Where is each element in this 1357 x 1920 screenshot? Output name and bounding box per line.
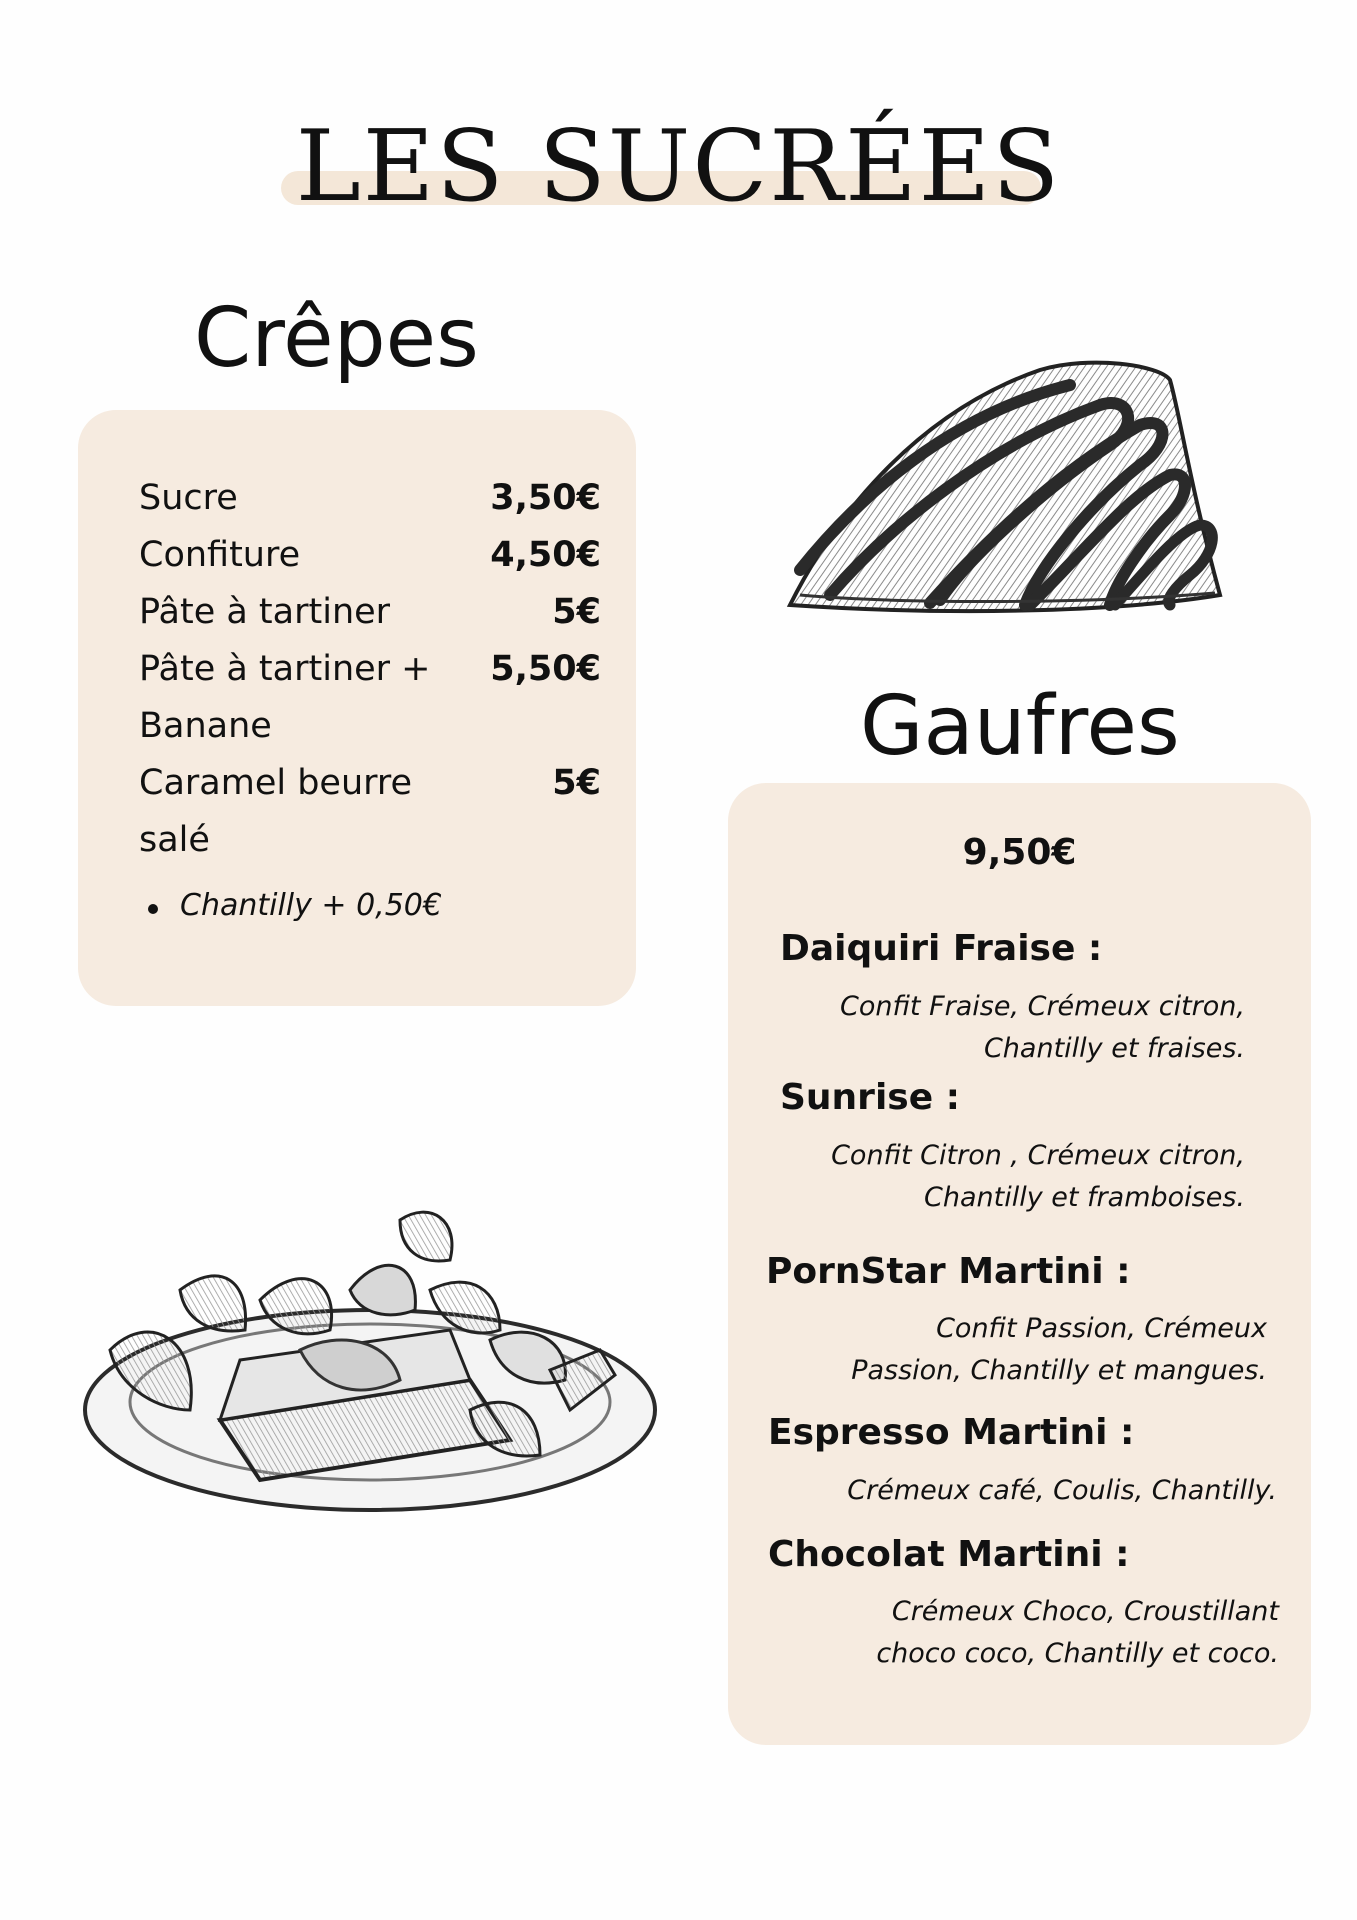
menu-item-price: 5€ bbox=[552, 763, 601, 803]
crepes-heading: Crêpes bbox=[194, 291, 479, 386]
waffle-item-name: Espresso Martini : bbox=[768, 1412, 1135, 1453]
menu-item-name: Pâte à tartiner bbox=[139, 592, 391, 632]
menu-item-name: Caramel beurre salé bbox=[139, 763, 413, 860]
crepes-extra: Chantilly + 0,50€ bbox=[180, 888, 442, 923]
waffle-item-desc: Crémeux café, Coulis, Chantilly. bbox=[847, 1475, 1277, 1506]
menu-item bbox=[139, 641, 601, 755]
menu-item bbox=[139, 470, 601, 527]
waffle-item-desc: Chantilly et framboises. bbox=[924, 1182, 1245, 1213]
menu-item bbox=[139, 584, 601, 641]
waffle-item-desc: Chantilly et fraises. bbox=[983, 1033, 1245, 1064]
crepe-illustration bbox=[770, 355, 1230, 630]
waffle-item-name: Chocolat Martini : bbox=[768, 1534, 1130, 1575]
waffle-item-desc: Crémeux Choco, Croustillant bbox=[891, 1596, 1279, 1627]
menu-item bbox=[139, 527, 601, 584]
gaufres-price: 9,50€ bbox=[962, 832, 1077, 873]
menu-item-name: Confiture bbox=[139, 535, 301, 575]
menu-item-price: 5€ bbox=[552, 592, 601, 632]
waffle-item-desc: Confit Passion, Crémeux bbox=[936, 1313, 1267, 1344]
gaufres-heading: Gaufres bbox=[860, 679, 1180, 774]
waffle-item-desc: Confit Citron , Crémeux citron, bbox=[831, 1140, 1245, 1171]
menu-item-price: 3,50€ bbox=[490, 478, 601, 518]
menu-item-name: Pâte à tartiner + Banane bbox=[139, 649, 431, 746]
waffle-item-name: Daiquiri Fraise : bbox=[780, 928, 1103, 969]
waffle-item-desc: choco coco, Chantilly et coco. bbox=[876, 1638, 1279, 1669]
waffle-item-name: PornStar Martini : bbox=[766, 1251, 1131, 1292]
waffle-item-name: Sunrise : bbox=[780, 1077, 961, 1118]
waffle-item-desc: Confit Fraise, Crémeux citron, bbox=[839, 991, 1245, 1022]
menu-item bbox=[139, 755, 601, 869]
waffle-item-desc: Passion, Chantilly et mangues. bbox=[851, 1355, 1267, 1386]
menu-item-price: 5,50€ bbox=[490, 649, 601, 689]
menu-item-price: 4,50€ bbox=[490, 535, 601, 575]
menu-item-name: Sucre bbox=[139, 478, 238, 518]
waffle-plate-illustration bbox=[70, 1180, 660, 1540]
bullet-point bbox=[148, 904, 158, 914]
page-title: LES SUCRÉES bbox=[295, 110, 1062, 224]
